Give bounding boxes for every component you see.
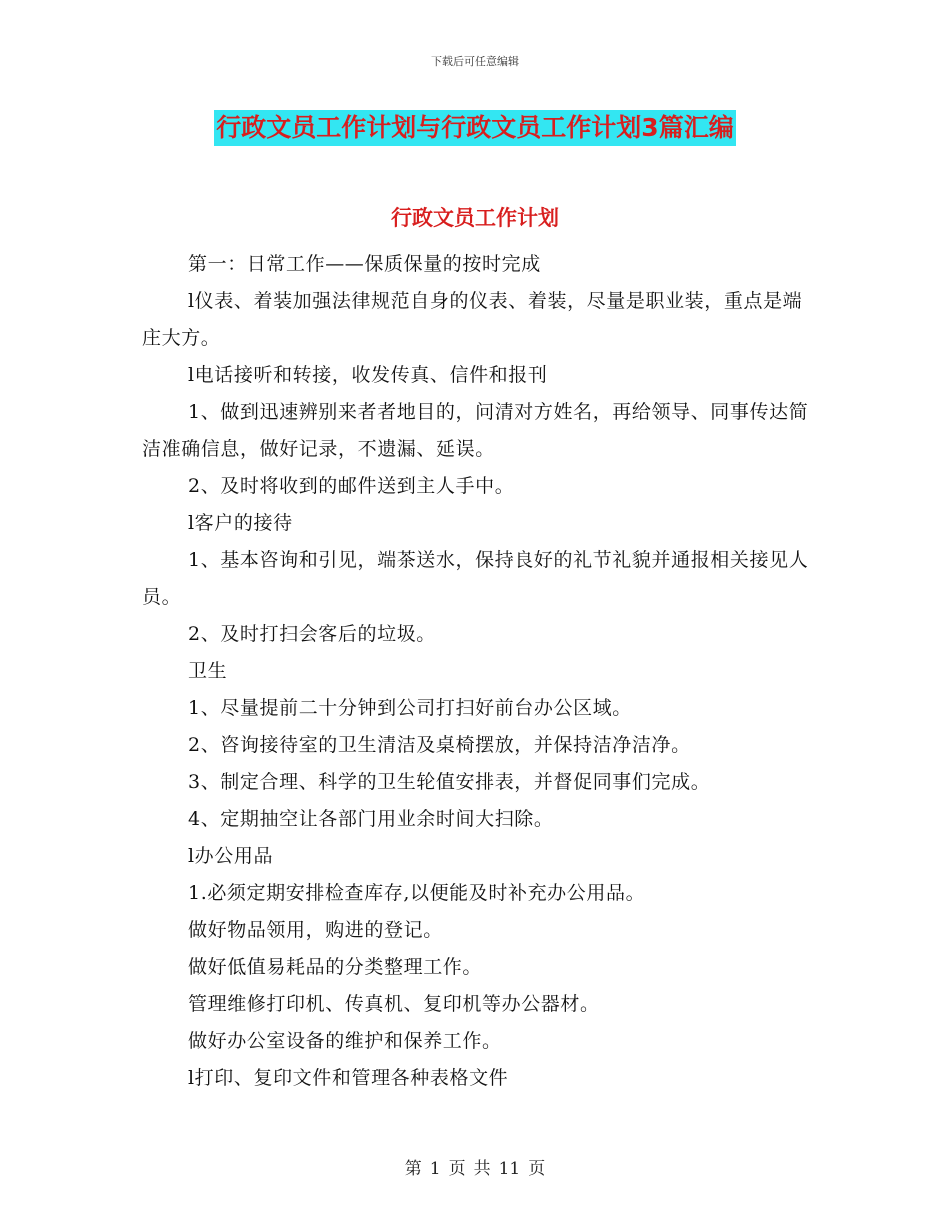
- paragraph: 做好办公室设备的维护和保养工作。: [188, 1030, 502, 1052]
- paragraph: l电话接听和转接，收发传真、信件和报刊: [188, 364, 548, 386]
- paragraph: 4、定期抽空让各部门用业余时间大扫除。: [188, 808, 554, 830]
- paragraph: 2、咨询接待室的卫生清洁及桌椅摆放，并保持洁净洁净。: [188, 734, 691, 756]
- paragraph: 1、做到迅速辨别来者者地目的，问清对方姓名，再给领导、同事传达简洁准确信息，做好记录，不遗漏、延误。: [142, 401, 809, 460]
- paragraph: 做好低值易耗品的分类整理工作。: [188, 956, 483, 978]
- section-title: 行政文员工作计划: [391, 206, 559, 230]
- paragraph: 做好物品领用，购进的登记。: [188, 919, 443, 941]
- footer-page-unit: 页: [448, 1159, 466, 1179]
- document-title: 行政文员工作计划与行政文员工作计划3篇汇编: [214, 110, 735, 146]
- paragraph: 2、及时打扫会客后的垃圾。: [188, 623, 436, 645]
- footer-total-unit: 页: [528, 1159, 546, 1179]
- paragraph: 1、基本咨询和引见，端茶送水，保持良好的礼节礼貌并通报相关接见人员。: [142, 549, 809, 608]
- paragraph: 卫生: [188, 660, 228, 682]
- paragraph: 管理维修打印机、传真机、复印机等办公器材。: [188, 993, 600, 1015]
- document-title-container: [0, 110, 950, 146]
- paragraph: l办公用品: [188, 845, 274, 867]
- header-note: 下载后可任意编辑: [431, 55, 519, 68]
- total-pages: 11: [498, 1159, 521, 1179]
- paragraph: l打印、复印文件和管理各种表格文件: [188, 1067, 509, 1089]
- footer-prefix: 第: [404, 1159, 422, 1179]
- paragraph: 2、及时将收到的邮件送到主人手中。: [188, 475, 515, 497]
- paragraph: 3、制定合理、科学的卫生轮值安排表，并督促同事们完成。: [188, 771, 711, 793]
- document-body: [142, 246, 810, 1097]
- paragraph: l客户的接待: [188, 512, 293, 534]
- paragraph: 1.必须定期安排检查库存,以便能及时补充办公用品。: [188, 882, 646, 904]
- page-number: 1: [429, 1159, 441, 1179]
- page-footer: [0, 1154, 950, 1179]
- paragraph: 1、尽量提前二十分钟到公司打扫好前台办公区域。: [188, 697, 632, 719]
- paragraph: l仪表、着装加强法律规范自身的仪表、着装，尽量是职业装，重点是端庄大方。: [142, 290, 803, 349]
- footer-total-prefix: 共: [473, 1159, 491, 1179]
- paragraph: 第一：日常工作——保质保量的按时完成: [188, 253, 541, 275]
